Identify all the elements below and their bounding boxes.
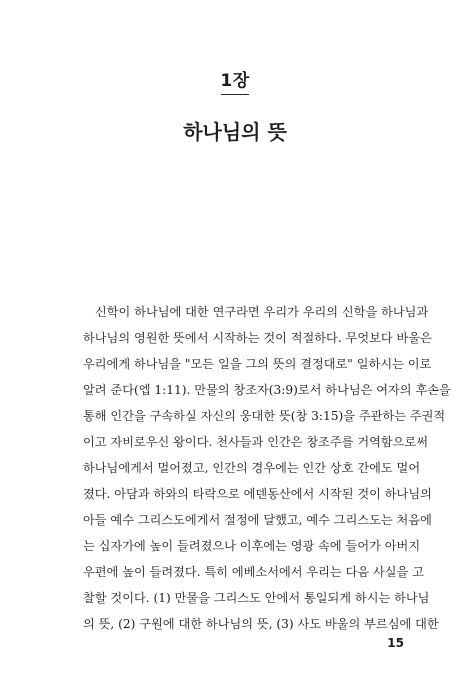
text-line: 졌다. 아담과 하와의 타락으로 에덴동산에서 시작된 것이 하나님의 xyxy=(83,487,432,501)
text-line: 하나님에게서 멀어졌고, 인간의 경우에는 인간 상호 간에도 멀어 xyxy=(83,461,421,475)
chapter-label: 1장 xyxy=(220,71,250,91)
chapter-title: 하나님의 뜻 xyxy=(183,120,287,144)
body-text xyxy=(83,299,451,637)
chapter-rule xyxy=(221,94,249,95)
text-line: 하나님의 영원한 뜻에서 시작하는 것이 적절하다. 무엇보다 바울은 xyxy=(83,331,432,345)
text-line: 이고 자비로우신 왕이다. 천사들과 인간은 창조주를 거역함으로써 xyxy=(83,435,428,449)
text-line: 우리에게 하나님을 "모든 일을 그의 뜻의 결정대로" 일하시는 이로 xyxy=(83,357,432,371)
page-number: 15 xyxy=(387,636,404,650)
text-line: 알려 준다(엡 1:11). 만물의 창조자(3:9)로서 하나님은 여자의 후손을 xyxy=(83,383,451,397)
text-line: 통해 인간을 구속하실 자신의 웅대한 뜻(창 3:15)을 주관하는 주권적 xyxy=(83,409,446,423)
text-line: 신학이 하나님에 대한 연구라면 우리가 우리의 신학을 하나님과 xyxy=(95,305,429,319)
text-line: 는 십자가에 높이 들려졌으나 이후에는 영광 속에 들어가 아버지 xyxy=(83,539,421,553)
text-line: 찰할 것이다. (1) 만물을 그리스도 안에서 통일되게 하시는 하나님 xyxy=(83,591,430,605)
text-line: 아들 예수 그리스도에게서 절정에 달했고, 예수 그리스도는 처음에 xyxy=(83,513,432,527)
text-line: 의 뜻, (2) 구원에 대한 하나님의 뜻, (3) 사도 바울의 부르심에 대한 xyxy=(83,617,439,631)
text-line: 우편에 높이 들려졌다. 특히 에베소서에서 우리는 다음 사실을 고 xyxy=(83,565,424,579)
